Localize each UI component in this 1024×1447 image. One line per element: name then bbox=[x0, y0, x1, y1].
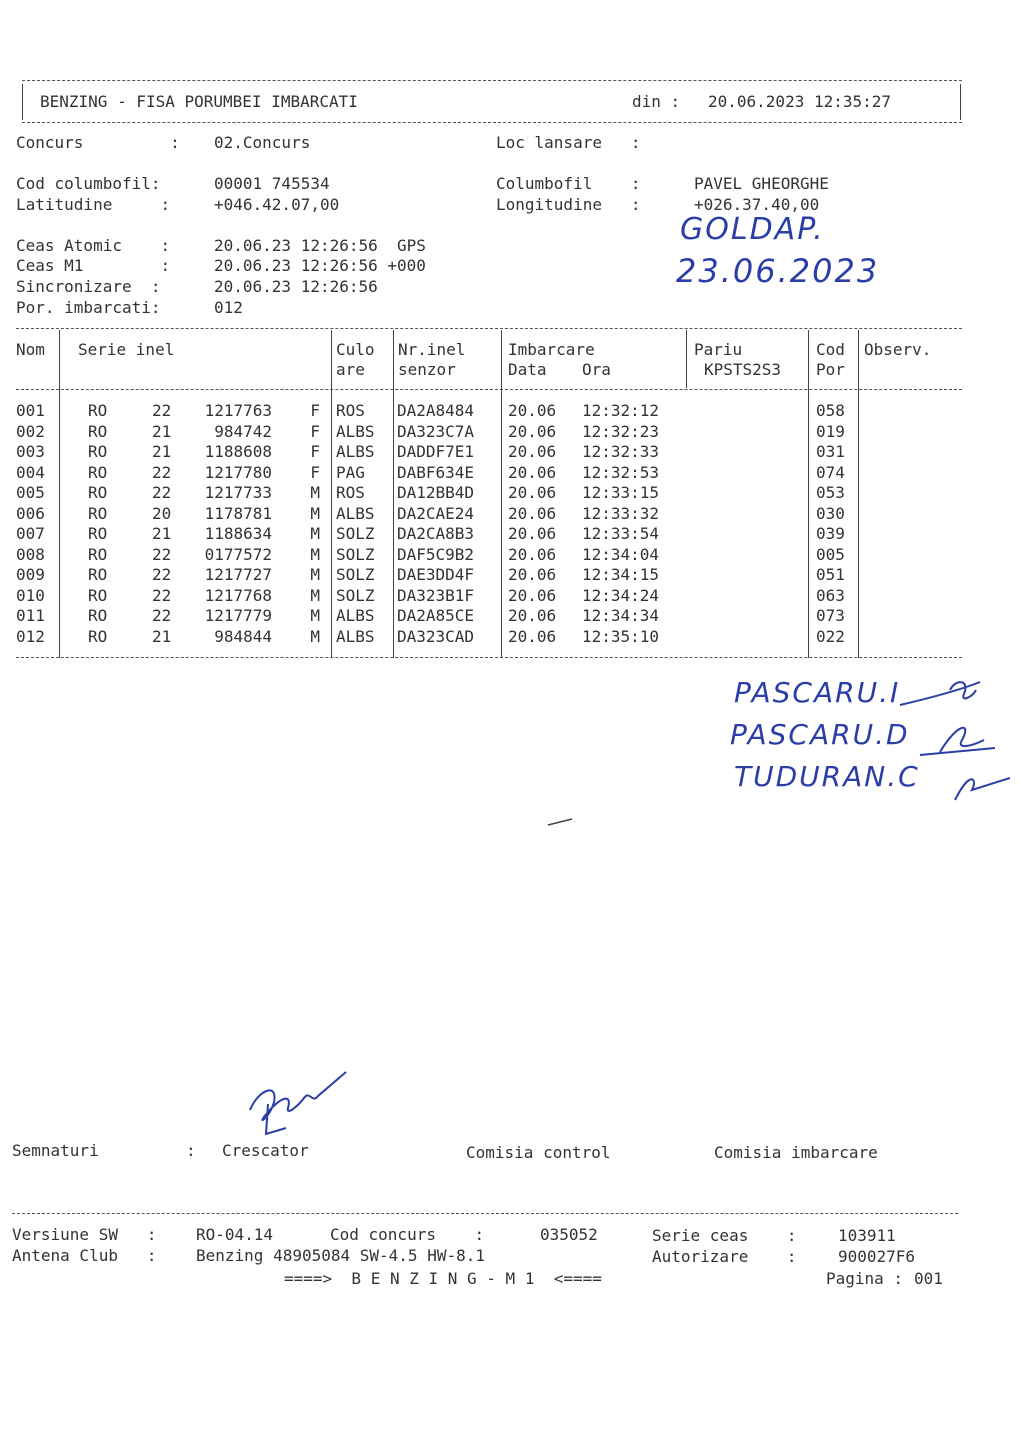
cell-data: 20.06 bbox=[508, 483, 557, 502]
cell-cod: 053 bbox=[816, 483, 845, 502]
cell-nom: 002 bbox=[16, 421, 45, 441]
col-header-nom: Nom bbox=[16, 340, 45, 359]
date-value: 20.06.2023 12:35:27 bbox=[708, 92, 892, 111]
cell-ora: 12:34:15 bbox=[582, 565, 660, 584]
cell-sex: M bbox=[310, 483, 320, 502]
cell-cod: 058 bbox=[816, 401, 845, 420]
cell-nr: 1178781 bbox=[204, 503, 272, 523]
cell-senzor: DA2CA8B3 bbox=[397, 524, 475, 543]
cell-ora: 12:33:15 bbox=[582, 483, 660, 502]
brand-line: ====> B E N Z I N G - M 1 <==== bbox=[284, 1269, 602, 1288]
cell-data: 20.06 bbox=[508, 524, 557, 543]
crescator-signature bbox=[238, 1068, 358, 1138]
cell-an: 22 bbox=[152, 401, 172, 420]
handwritten-name-2: PASCARU.D bbox=[730, 718, 910, 751]
cell-nom: 008 bbox=[16, 544, 45, 564]
header-bottom-border bbox=[22, 122, 962, 123]
cell-tara: RO bbox=[88, 565, 108, 584]
cell-ora: 12:34:34 bbox=[582, 606, 660, 625]
cell-nom: 006 bbox=[16, 503, 45, 523]
cell-senzor: DA323CAD bbox=[397, 626, 475, 646]
cell-nr: 1217780 bbox=[204, 462, 272, 482]
col-header-imbarcare: Imbarcare bbox=[508, 340, 595, 359]
cell-tara: RO bbox=[88, 524, 108, 543]
cell-data: 20.06 bbox=[508, 565, 557, 584]
concurs-label: Concurs : bbox=[16, 133, 180, 152]
semnaturi-separator: : bbox=[186, 1141, 196, 1160]
table-row bbox=[0, 422, 1024, 442]
cell-cod: 039 bbox=[816, 524, 845, 543]
cell-cod: 063 bbox=[816, 585, 845, 605]
cell-nom: 005 bbox=[16, 483, 45, 502]
cell-nom: 007 bbox=[16, 524, 45, 543]
cell-tara: RO bbox=[88, 544, 108, 564]
ceas-atomic-label: Ceas Atomic : bbox=[16, 236, 171, 255]
table-row bbox=[0, 627, 1024, 647]
cell-nr: 984844 bbox=[214, 626, 272, 646]
cell-tara: RO bbox=[88, 585, 108, 605]
cell-ora: 12:33:54 bbox=[582, 524, 660, 543]
cell-senzor: DAE3DD4F bbox=[397, 565, 475, 584]
col-header-senzor: senzor bbox=[398, 360, 456, 379]
cell-an: 21 bbox=[152, 421, 172, 441]
cell-culoare: ALBS bbox=[336, 626, 375, 646]
cell-cod: 030 bbox=[816, 503, 845, 523]
cell-ora: 12:34:24 bbox=[582, 585, 660, 605]
cell-culoare: PAG bbox=[336, 462, 365, 482]
col-header-culoare-2: are bbox=[336, 360, 365, 379]
comisia-imbarcare-label: Comisia imbarcare bbox=[714, 1143, 878, 1162]
col-header-cod: Cod bbox=[816, 340, 845, 359]
cell-cod: 031 bbox=[816, 442, 845, 461]
cell-data: 20.06 bbox=[508, 462, 557, 482]
cell-senzor: DA12BB4D bbox=[397, 483, 475, 502]
cell-sex: M bbox=[310, 503, 320, 523]
cell-an: 21 bbox=[152, 442, 172, 461]
cell-tara: RO bbox=[88, 483, 108, 502]
cell-ora: 12:32:53 bbox=[582, 462, 660, 482]
col-header-data: Data bbox=[508, 360, 547, 379]
table-row bbox=[0, 606, 1024, 626]
cell-an: 20 bbox=[152, 503, 172, 523]
autorizare-value: 900027F6 bbox=[838, 1247, 916, 1266]
comisia-control-label: Comisia control bbox=[466, 1143, 611, 1162]
loc-lansare-label: Loc lansare : bbox=[496, 133, 641, 152]
cell-culoare: SOLZ bbox=[336, 544, 375, 564]
cell-nom: 001 bbox=[16, 401, 45, 420]
table-row bbox=[0, 504, 1024, 524]
sincronizare-label: Sincronizare : bbox=[16, 277, 161, 296]
cell-culoare: ROS bbox=[336, 483, 365, 502]
cod-columbofil-value: 00001 745534 bbox=[214, 174, 330, 193]
porumbei-imbarcati-value: 012 bbox=[214, 298, 243, 317]
cell-nr: 1188634 bbox=[204, 524, 272, 543]
cell-cod: 019 bbox=[816, 421, 845, 441]
table-row bbox=[0, 524, 1024, 544]
cell-tara: RO bbox=[88, 401, 108, 420]
cod-concurs-value: 035052 bbox=[540, 1225, 598, 1244]
serie-ceas-value: 103911 bbox=[838, 1226, 896, 1245]
cell-data: 20.06 bbox=[508, 544, 557, 564]
cell-nr: 1217727 bbox=[204, 565, 272, 584]
cod-concurs-label: Cod concurs : bbox=[330, 1225, 485, 1244]
cell-senzor: DABF634E bbox=[397, 462, 475, 482]
table-row bbox=[0, 463, 1024, 483]
crescator-label: Crescator bbox=[222, 1141, 309, 1160]
footer-border bbox=[12, 1213, 958, 1214]
versiune-label: Versiune SW : bbox=[12, 1225, 157, 1244]
ceas-atomic-value: 20.06.23 12:26:56 GPS bbox=[214, 236, 426, 255]
handwritten-date: 23.06.2023 bbox=[676, 252, 880, 290]
table-row bbox=[0, 401, 1024, 421]
cell-ora: 12:32:23 bbox=[582, 421, 660, 441]
cell-nr: 0177572 bbox=[204, 544, 272, 564]
col-header-por: Por bbox=[816, 360, 845, 379]
cell-culoare: ALBS bbox=[336, 442, 375, 461]
cod-columbofil-label: Cod columbofil: bbox=[16, 174, 161, 193]
cell-ora: 12:34:04 bbox=[582, 544, 660, 564]
concurs-value: 02.Concurs bbox=[214, 133, 311, 152]
cell-tara: RO bbox=[88, 626, 108, 646]
pagina-value: 001 bbox=[914, 1269, 943, 1288]
cell-senzor: DA323C7A bbox=[397, 421, 475, 441]
cell-data: 20.06 bbox=[508, 503, 557, 523]
col-header-serie: Serie inel bbox=[78, 340, 175, 359]
cell-sex: M bbox=[310, 606, 320, 625]
cell-nr: 1217779 bbox=[204, 606, 272, 625]
cell-data: 20.06 bbox=[508, 626, 557, 646]
antena-label: Antena Club : bbox=[12, 1246, 157, 1265]
cell-an: 22 bbox=[152, 565, 172, 584]
cell-senzor: DA323B1F bbox=[397, 585, 475, 605]
cell-sex: M bbox=[310, 565, 320, 584]
cell-ora: 12:32:12 bbox=[582, 401, 660, 420]
cell-sex: M bbox=[310, 524, 320, 543]
cell-nom: 004 bbox=[16, 462, 45, 482]
cell-nom: 009 bbox=[16, 565, 45, 584]
col-header-nrinel: Nr.inel bbox=[398, 340, 466, 359]
cell-sex: M bbox=[310, 585, 320, 605]
col-header-pariu: Pariu bbox=[694, 340, 743, 359]
cell-nom: 010 bbox=[16, 585, 45, 605]
versiune-value: RO-04.14 bbox=[196, 1225, 274, 1244]
cell-culoare: ALBS bbox=[336, 606, 375, 625]
cell-an: 21 bbox=[152, 524, 172, 543]
col-header-observ: Observ. bbox=[864, 340, 932, 359]
cell-ora: 12:33:32 bbox=[582, 503, 660, 523]
col-header-kpsts: KPSTS2S3 bbox=[704, 360, 782, 379]
cell-senzor: DAF5C9B2 bbox=[397, 544, 475, 564]
ceas-m1-value: 20.06.23 12:26:56 +000 bbox=[214, 256, 426, 275]
cell-nom: 012 bbox=[16, 626, 45, 646]
cell-nom: 003 bbox=[16, 442, 45, 461]
cell-tara: RO bbox=[88, 503, 108, 523]
stray-pen-mark bbox=[546, 816, 576, 828]
table-divider bbox=[686, 330, 687, 388]
columbofil-value: PAVEL GHEORGHE bbox=[694, 174, 829, 193]
table-row bbox=[0, 545, 1024, 565]
autorizare-label: Autorizare : bbox=[652, 1247, 797, 1266]
cell-cod: 073 bbox=[816, 606, 845, 625]
columbofil-label: Columbofil : bbox=[496, 174, 641, 193]
cell-sex: F bbox=[310, 421, 320, 441]
sincronizare-value: 20.06.23 12:26:56 bbox=[214, 277, 378, 296]
cell-an: 22 bbox=[152, 585, 172, 605]
antena-value: Benzing 48905084 SW-4.5 HW-8.1 bbox=[196, 1246, 485, 1265]
commission-signature-marks bbox=[860, 660, 1010, 810]
handwritten-name-3: TUDURAN.C bbox=[734, 760, 920, 793]
date-label: din : bbox=[632, 92, 681, 111]
cell-culoare: SOLZ bbox=[336, 585, 375, 605]
cell-an: 22 bbox=[152, 483, 172, 502]
cell-senzor: DA2A85CE bbox=[397, 606, 475, 625]
cell-sex: F bbox=[310, 462, 320, 482]
cell-senzor: DA2CAE24 bbox=[397, 503, 475, 523]
cell-cod: 074 bbox=[816, 462, 845, 482]
cell-senzor: DA2A8484 bbox=[397, 401, 475, 420]
cell-nr: 1217733 bbox=[204, 483, 272, 502]
cell-sex: M bbox=[310, 626, 320, 646]
cell-tara: RO bbox=[88, 462, 108, 482]
cell-nr: 984742 bbox=[214, 421, 272, 441]
cell-nom: 011 bbox=[16, 606, 45, 625]
table-row bbox=[0, 442, 1024, 462]
table-row bbox=[0, 565, 1024, 585]
header-top-border bbox=[22, 80, 962, 81]
table-header-border bbox=[16, 389, 962, 390]
cell-an: 22 bbox=[152, 544, 172, 564]
cell-data: 20.06 bbox=[508, 442, 557, 461]
longitudine-label: Longitudine : bbox=[496, 195, 641, 214]
cell-cod: 051 bbox=[816, 565, 845, 584]
cell-nr: 1217763 bbox=[204, 401, 272, 420]
cell-ora: 12:35:10 bbox=[582, 626, 660, 646]
cell-culoare: SOLZ bbox=[336, 524, 375, 543]
cell-cod: 005 bbox=[816, 544, 845, 564]
cell-ora: 12:32:33 bbox=[582, 442, 660, 461]
cell-tara: RO bbox=[88, 442, 108, 461]
ceas-m1-label: Ceas M1 : bbox=[16, 256, 171, 275]
cell-an: 22 bbox=[152, 606, 172, 625]
cell-sex: F bbox=[310, 401, 320, 420]
semnaturi-label: Semnaturi bbox=[12, 1141, 99, 1160]
table-top-border bbox=[16, 328, 962, 329]
cell-sex: F bbox=[310, 442, 320, 461]
cell-sex: M bbox=[310, 544, 320, 564]
cell-tara: RO bbox=[88, 606, 108, 625]
handwritten-place: GOLDAP. bbox=[680, 212, 825, 247]
cell-data: 20.06 bbox=[508, 421, 557, 441]
col-header-culoare: Culo bbox=[336, 340, 375, 359]
pagina-label: Pagina : bbox=[826, 1269, 904, 1288]
latitudine-value: +046.42.07,00 bbox=[214, 195, 340, 214]
cell-tara: RO bbox=[88, 421, 108, 441]
col-header-ora: Ora bbox=[582, 360, 611, 379]
header-left-border bbox=[22, 84, 23, 120]
cell-data: 20.06 bbox=[508, 401, 557, 420]
header-right-border bbox=[960, 84, 961, 120]
cell-cod: 022 bbox=[816, 626, 845, 646]
cell-culoare: ROS bbox=[336, 401, 365, 420]
cell-culoare: ALBS bbox=[336, 421, 375, 441]
table-bottom-border bbox=[16, 657, 962, 658]
latitudine-label: Latitudine : bbox=[16, 195, 171, 214]
cell-culoare: ALBS bbox=[336, 503, 375, 523]
table-row bbox=[0, 586, 1024, 606]
porumbei-imbarcati-label: Por. imbarcati: bbox=[16, 298, 161, 317]
handwritten-name-1: PASCARU.I bbox=[734, 676, 901, 709]
cell-nr: 1217768 bbox=[204, 585, 272, 605]
serie-ceas-label: Serie ceas : bbox=[652, 1226, 797, 1245]
document-title: BENZING - FISA PORUMBEI IMBARCATI bbox=[40, 92, 358, 111]
cell-senzor: DADDF7E1 bbox=[397, 442, 475, 461]
cell-an: 22 bbox=[152, 462, 172, 482]
cell-data: 20.06 bbox=[508, 585, 557, 605]
cell-data: 20.06 bbox=[508, 606, 557, 625]
cell-an: 21 bbox=[152, 626, 172, 646]
cell-culoare: SOLZ bbox=[336, 565, 375, 584]
table-row bbox=[0, 483, 1024, 503]
longitudine-value: +026.37.40,00 bbox=[694, 195, 820, 214]
cell-nr: 1188608 bbox=[204, 442, 272, 461]
